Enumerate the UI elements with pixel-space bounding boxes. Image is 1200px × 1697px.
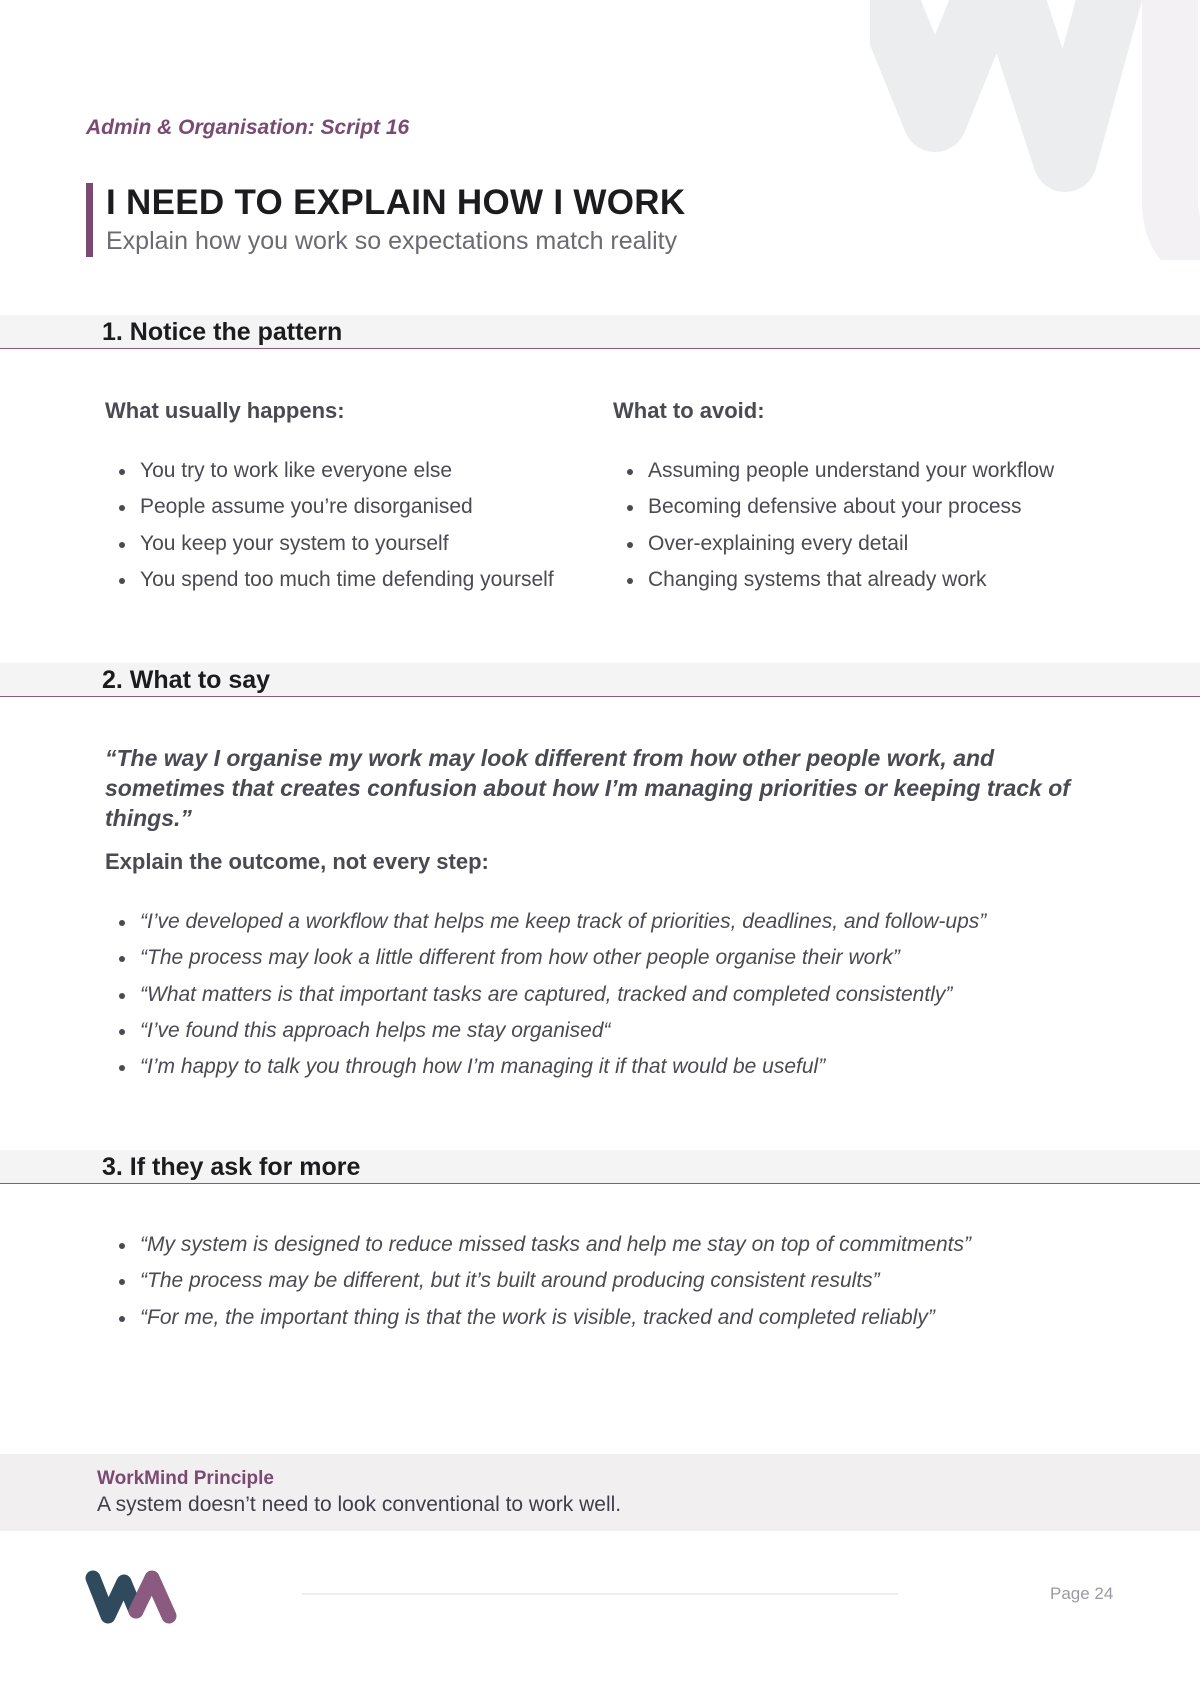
section-3-heading: 3. If they ask for more <box>102 1153 361 1181</box>
list-item: “I’ve developed a workflow that helps me keep track of priorities, deadlines, and follow-ups” <box>105 904 986 940</box>
script-category: Admin & Organisation: Script 16 <box>86 116 410 139</box>
explain-outcome-title: Explain the outcome, not every step: <box>105 849 489 874</box>
section-1-header <box>0 315 1200 349</box>
explain-outcome-list <box>105 904 986 1085</box>
page-title: I NEED TO EXPLAIN HOW I WORK <box>106 183 686 222</box>
list-item: Becoming defensive about your process <box>613 489 1054 525</box>
list-item: “The process may be different, but it’s built around producing consistent results” <box>105 1263 971 1299</box>
list-item: “The process may look a little different from how other people organise their work” <box>105 940 986 976</box>
title-block <box>86 183 685 257</box>
script-quote: “The way I organise my work may look different from how other people work, and sometimes that creates confusion about how I’m managing priorities or keeping track of things.” <box>105 745 1070 831</box>
what-to-avoid-list <box>613 453 1054 598</box>
list-item: “I’ve found this approach helps me stay organised“ <box>105 1013 986 1049</box>
principle-label: WorkMind Principle <box>97 1468 275 1489</box>
principle-text: A system doesn’t need to look conventional to work well. <box>97 1493 622 1516</box>
list-item: “My system is designed to reduce missed tasks and help me stay on top of commitments” <box>105 1227 971 1263</box>
list-item: People assume you’re disorganised <box>105 489 554 525</box>
list-item: You keep your system to yourself <box>105 526 554 562</box>
principle-box <box>0 1454 1200 1531</box>
list-item: Assuming people understand your workflow <box>613 453 1054 489</box>
footer-divider <box>302 1593 898 1595</box>
section-2-header <box>0 663 1200 697</box>
workmind-logo-icon <box>84 1569 178 1625</box>
list-item: Over-explaining every detail <box>613 526 1054 562</box>
page-subtitle: Explain how you work so expectations match reality <box>106 227 678 255</box>
usual-happens-list <box>105 453 554 598</box>
what-to-avoid-title: What to avoid: <box>613 398 765 423</box>
section-1-heading: 1. Notice the pattern <box>102 318 343 346</box>
list-item: “I’m happy to talk you through how I’m managing it if that would be useful” <box>105 1049 986 1085</box>
section-3-header <box>0 1150 1200 1184</box>
list-item: “What matters is that important tasks are captured, tracked and completed consistently” <box>105 977 986 1013</box>
ask-for-more-list <box>105 1227 971 1336</box>
page-number: Page 24 <box>1050 1584 1114 1603</box>
list-item: You spend too much time defending yourself <box>105 562 554 598</box>
list-item: Changing systems that already work <box>613 562 1054 598</box>
usual-happens-title: What usually happens: <box>105 398 345 423</box>
section-2-heading: 2. What to say <box>102 666 271 694</box>
workmind-watermark-icon <box>870 0 1200 260</box>
list-item: You try to work like everyone else <box>105 453 554 489</box>
list-item: “For me, the important thing is that the work is visible, tracked and completed reliably” <box>105 1300 971 1336</box>
